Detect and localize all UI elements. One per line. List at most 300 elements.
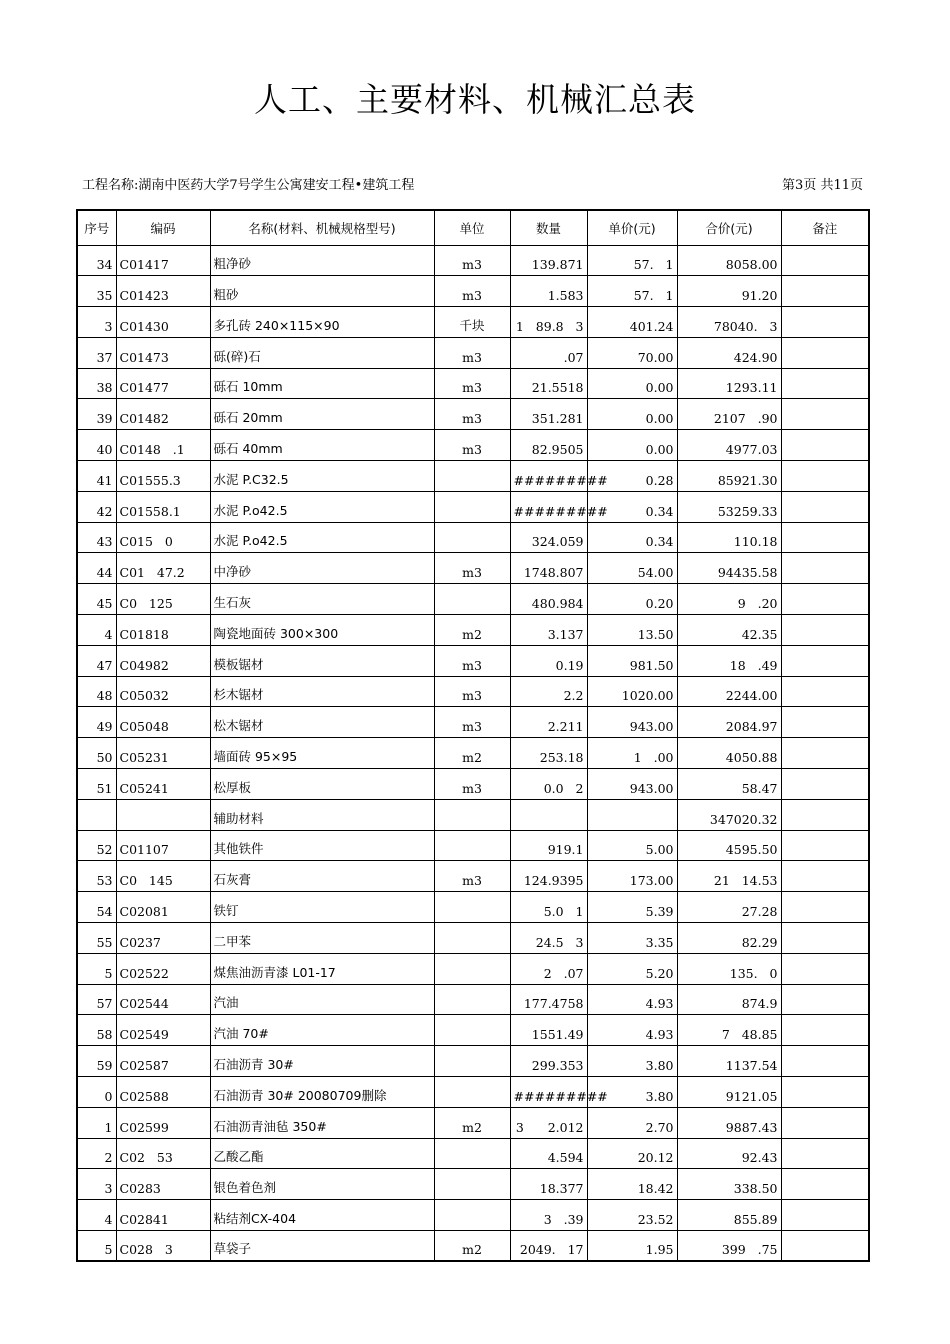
row-number: 59 (77, 1046, 116, 1077)
row-unit (434, 984, 510, 1015)
row-unit-price: 0.00 (587, 399, 677, 430)
row-number: 4 (77, 1200, 116, 1231)
header-unit-price: 单价(元) (587, 210, 677, 245)
row-total: 2244.00 (677, 676, 781, 707)
row-name: 松木锯材 (210, 707, 434, 738)
row-code: C02522 (116, 953, 210, 984)
row-code: C01430 (116, 307, 210, 338)
row-note (781, 707, 869, 738)
row-quantity: 3.137 (510, 615, 587, 646)
row-unit-price: 5.20 (587, 953, 677, 984)
table-row (77, 1107, 869, 1138)
row-note (781, 830, 869, 861)
row-name: 水泥 P.o42.5 (210, 491, 434, 522)
row-note (781, 584, 869, 615)
row-unit: m3 (434, 769, 510, 800)
row-name: 粗砂 (210, 276, 434, 307)
row-unit: m3 (434, 707, 510, 738)
row-quantity: 2049. 17 (510, 1231, 587, 1262)
row-unit-price: 5.39 (587, 892, 677, 923)
row-name: 砾(碎)石 (210, 337, 434, 368)
row-code (116, 799, 210, 830)
row-number: 3 (77, 307, 116, 338)
row-name: 生石灰 (210, 584, 434, 615)
row-quantity: 18.377 (510, 1169, 587, 1200)
row-code: C02588 (116, 1077, 210, 1108)
row-unit: m3 (434, 368, 510, 399)
row-code: C01 47.2 (116, 553, 210, 584)
row-number: 42 (77, 491, 116, 522)
row-unit-price: 4.93 (587, 984, 677, 1015)
row-number: 37 (77, 337, 116, 368)
row-total: 53259.33 (677, 491, 781, 522)
row-number: 2 (77, 1138, 116, 1169)
row-note (781, 892, 869, 923)
table-row (77, 830, 869, 861)
row-note (781, 399, 869, 430)
table-row (77, 1169, 869, 1200)
table-header-row (77, 210, 869, 245)
row-quantity: 24.5 3 (510, 923, 587, 954)
table-row (77, 553, 869, 584)
row-code: C028 3 (116, 1231, 210, 1262)
row-unit-price: 3.80 (587, 1046, 677, 1077)
table-row (77, 1046, 869, 1077)
row-note (781, 522, 869, 553)
table-row (77, 645, 869, 676)
table-row (77, 1200, 869, 1231)
row-quantity: 919.1 (510, 830, 587, 861)
row-note (781, 645, 869, 676)
row-code: C015 0 (116, 522, 210, 553)
row-number: 35 (77, 276, 116, 307)
row-quantity: 3 .39 (510, 1200, 587, 1231)
row-unit-price: 0.00 (587, 368, 677, 399)
row-name: 石油沥青 30# (210, 1046, 434, 1077)
row-number: 49 (77, 707, 116, 738)
row-unit: m3 (434, 676, 510, 707)
row-total: 58.47 (677, 769, 781, 800)
row-number: 34 (77, 245, 116, 276)
row-note (781, 923, 869, 954)
row-quantity: 5.0 1 (510, 892, 587, 923)
table-row (77, 1138, 869, 1169)
table-row (77, 892, 869, 923)
row-unit-price: 57. 1 (587, 276, 677, 307)
row-total: 4050.88 (677, 738, 781, 769)
row-number: 38 (77, 368, 116, 399)
row-name: 粗净砂 (210, 245, 434, 276)
row-unit-price: 0.28 (587, 461, 677, 492)
row-unit-price: 1 .00 (587, 738, 677, 769)
row-unit-price: 0.34 (587, 522, 677, 553)
row-code: C01818 (116, 615, 210, 646)
table-row (77, 984, 869, 1015)
row-unit-price: 401.24 (587, 307, 677, 338)
row-code: C01558.1 (116, 491, 210, 522)
row-total: 338.50 (677, 1169, 781, 1200)
row-unit-price: 20.12 (587, 1138, 677, 1169)
row-unit-price: 54.00 (587, 553, 677, 584)
row-unit-price: 0.00 (587, 430, 677, 461)
row-unit-price: 2.70 (587, 1107, 677, 1138)
row-code: C02549 (116, 1015, 210, 1046)
table-row (77, 1077, 869, 1108)
table-row (77, 307, 869, 338)
row-code: C0283 (116, 1169, 210, 1200)
row-number: 57 (77, 984, 116, 1015)
row-quantity: 1 89.8 3 (510, 307, 587, 338)
row-quantity: 480.984 (510, 584, 587, 615)
row-total: 85921.30 (677, 461, 781, 492)
row-total: 2084.97 (677, 707, 781, 738)
row-unit-price: 18.42 (587, 1169, 677, 1200)
row-number: 58 (77, 1015, 116, 1046)
row-code: C04982 (116, 645, 210, 676)
table-row (77, 584, 869, 615)
row-unit (434, 892, 510, 923)
row-number: 5 (77, 1231, 116, 1262)
row-unit: m3 (434, 553, 510, 584)
row-quantity: 2.211 (510, 707, 587, 738)
row-number: 41 (77, 461, 116, 492)
row-code: C05048 (116, 707, 210, 738)
table-row (77, 1015, 869, 1046)
row-name: 汽油 (210, 984, 434, 1015)
row-name: 石灰膏 (210, 861, 434, 892)
row-code: C01482 (116, 399, 210, 430)
row-number: 3 (77, 1169, 116, 1200)
row-unit-price: 943.00 (587, 769, 677, 800)
row-total: 399 .75 (677, 1231, 781, 1262)
row-quantity: 253.18 (510, 738, 587, 769)
row-code: C0 125 (116, 584, 210, 615)
table-row (77, 738, 869, 769)
row-name: 银色着色剂 (210, 1169, 434, 1200)
row-total: 424.90 (677, 337, 781, 368)
row-code: C02 53 (116, 1138, 210, 1169)
row-unit (434, 491, 510, 522)
row-unit-price: 981.50 (587, 645, 677, 676)
row-note (781, 799, 869, 830)
row-unit-price: 5.00 (587, 830, 677, 861)
page-title: 人工、主要材料、机械汇总表 (254, 80, 696, 119)
row-unit: m3 (434, 430, 510, 461)
row-unit: m3 (434, 399, 510, 430)
row-quantity: 177.4758 (510, 984, 587, 1015)
row-unit-price: 3.80 (587, 1077, 677, 1108)
row-unit (434, 584, 510, 615)
row-unit-price: 3.35 (587, 923, 677, 954)
header-code: 编码 (116, 210, 210, 245)
row-total: 855.89 (677, 1200, 781, 1231)
row-number: 5 (77, 953, 116, 984)
row-note (781, 1138, 869, 1169)
row-name: 砾石 40mm (210, 430, 434, 461)
row-quantity: 1748.807 (510, 553, 587, 584)
row-total: 27.28 (677, 892, 781, 923)
row-unit (434, 1200, 510, 1231)
row-note (781, 553, 869, 584)
row-quantity: 2.2 (510, 676, 587, 707)
row-quantity: .07 (510, 337, 587, 368)
row-name: 乙酸乙酯 (210, 1138, 434, 1169)
row-code: C05231 (116, 738, 210, 769)
row-unit (434, 953, 510, 984)
row-unit-price: 1020.00 (587, 676, 677, 707)
row-note (781, 1015, 869, 1046)
row-quantity: 351.281 (510, 399, 587, 430)
row-code: C05241 (116, 769, 210, 800)
row-note (781, 1169, 869, 1200)
row-note (781, 953, 869, 984)
row-unit: m2 (434, 1231, 510, 1262)
row-quantity: ######### (510, 461, 587, 492)
page-info: 第3页 共11页 (782, 178, 863, 193)
row-unit (434, 923, 510, 954)
row-total: 92.43 (677, 1138, 781, 1169)
row-unit (434, 522, 510, 553)
row-name: 陶瓷地面砖 300×300 (210, 615, 434, 646)
row-quantity: 0.0 2 (510, 769, 587, 800)
row-name: 模板锯材 (210, 645, 434, 676)
row-note (781, 615, 869, 646)
row-unit (434, 1138, 510, 1169)
row-number: 51 (77, 769, 116, 800)
table-row (77, 522, 869, 553)
row-name: 辅助材料 (210, 799, 434, 830)
row-name: 铁钉 (210, 892, 434, 923)
row-unit: m2 (434, 738, 510, 769)
row-total: 7 48.85 (677, 1015, 781, 1046)
row-name: 草袋子 (210, 1231, 434, 1262)
row-unit (434, 461, 510, 492)
row-number: 43 (77, 522, 116, 553)
row-number: 55 (77, 923, 116, 954)
row-unit: m3 (434, 861, 510, 892)
row-name: 水泥 P.C32.5 (210, 461, 434, 492)
table-row (77, 491, 869, 522)
row-name: 水泥 P.o42.5 (210, 522, 434, 553)
row-code: C01477 (116, 368, 210, 399)
row-total: 9121.05 (677, 1077, 781, 1108)
row-note (781, 430, 869, 461)
row-number: 54 (77, 892, 116, 923)
row-note (781, 461, 869, 492)
row-unit: m3 (434, 276, 510, 307)
row-code: C01107 (116, 830, 210, 861)
table-row (77, 337, 869, 368)
row-total: 4595.50 (677, 830, 781, 861)
row-total: 42.35 (677, 615, 781, 646)
table-row (77, 953, 869, 984)
row-unit-price: 4.93 (587, 1015, 677, 1046)
table-row (77, 245, 869, 276)
table-row (77, 861, 869, 892)
row-note (781, 861, 869, 892)
row-quantity: 0.19 (510, 645, 587, 676)
row-code: C05032 (116, 676, 210, 707)
row-quantity: ######### (510, 1077, 587, 1108)
row-note (781, 676, 869, 707)
project-name: 工程名称:湖南中医药大学7号学生公寓建安工程•建筑工程 (82, 178, 415, 193)
row-total: 82.29 (677, 923, 781, 954)
row-name: 汽油 70# (210, 1015, 434, 1046)
table-row (77, 368, 869, 399)
row-total: 9 .20 (677, 584, 781, 615)
table-row (77, 399, 869, 430)
row-code: C0 145 (116, 861, 210, 892)
row-quantity: 2 .07 (510, 953, 587, 984)
table-row (77, 923, 869, 954)
header-note: 备注 (781, 210, 869, 245)
row-total: 18 .49 (677, 645, 781, 676)
row-name: 石油沥青油毡 350# (210, 1107, 434, 1138)
row-unit-price: 1.95 (587, 1231, 677, 1262)
row-note (781, 368, 869, 399)
row-code: C02587 (116, 1046, 210, 1077)
row-number: 48 (77, 676, 116, 707)
row-unit-price: 0.34 (587, 491, 677, 522)
row-number: 44 (77, 553, 116, 584)
row-unit: m3 (434, 245, 510, 276)
row-note (781, 769, 869, 800)
row-name: 煤焦油沥青漆 L01-17 (210, 953, 434, 984)
row-quantity: 299.353 (510, 1046, 587, 1077)
row-note (781, 337, 869, 368)
row-code: C02081 (116, 892, 210, 923)
row-quantity: 21.5518 (510, 368, 587, 399)
row-unit (434, 1046, 510, 1077)
row-note (781, 276, 869, 307)
row-quantity: 139.871 (510, 245, 587, 276)
row-number: 40 (77, 430, 116, 461)
row-code: C02841 (116, 1200, 210, 1231)
table-row (77, 676, 869, 707)
header-unit: 单位 (434, 210, 510, 245)
table-row (77, 1231, 869, 1262)
table-row (77, 769, 869, 800)
row-name: 其他铁件 (210, 830, 434, 861)
row-quantity (510, 799, 587, 830)
row-unit-price: 0.20 (587, 584, 677, 615)
header-quantity: 数量 (510, 210, 587, 245)
row-number: 39 (77, 399, 116, 430)
row-note (781, 491, 869, 522)
row-code: C0237 (116, 923, 210, 954)
row-code: C02544 (116, 984, 210, 1015)
row-name: 杉木锯材 (210, 676, 434, 707)
row-number: 4 (77, 615, 116, 646)
row-number: 0 (77, 1077, 116, 1108)
row-note (781, 1046, 869, 1077)
row-number: 50 (77, 738, 116, 769)
row-code: C01473 (116, 337, 210, 368)
row-total: 135. 0 (677, 953, 781, 984)
row-name: 多孔砖 240×115×90 (210, 307, 434, 338)
row-quantity: 324.059 (510, 522, 587, 553)
row-name: 粘结剂CX-404 (210, 1200, 434, 1231)
row-quantity: 3 2.012 (510, 1107, 587, 1138)
row-note (781, 984, 869, 1015)
row-number: 53 (77, 861, 116, 892)
header-name: 名称(材料、机械规格型号) (210, 210, 434, 245)
row-unit-price: 57. 1 (587, 245, 677, 276)
row-number: 47 (77, 645, 116, 676)
row-quantity: 1.583 (510, 276, 587, 307)
row-number: 52 (77, 830, 116, 861)
row-unit (434, 1077, 510, 1108)
row-total: 110.18 (677, 522, 781, 553)
header-total: 合价(元) (677, 210, 781, 245)
row-name: 砾石 20mm (210, 399, 434, 430)
header-no: 序号 (77, 210, 116, 245)
row-unit-price: 70.00 (587, 337, 677, 368)
row-number: 45 (77, 584, 116, 615)
table-row (77, 430, 869, 461)
row-name: 松厚板 (210, 769, 434, 800)
row-note (781, 245, 869, 276)
row-unit: m3 (434, 645, 510, 676)
row-note (781, 1077, 869, 1108)
row-code: C02599 (116, 1107, 210, 1138)
row-unit: m3 (434, 337, 510, 368)
row-note (781, 1107, 869, 1138)
row-note (781, 1231, 869, 1262)
row-unit: m2 (434, 615, 510, 646)
row-total: 94435.58 (677, 553, 781, 584)
row-name: 墙面砖 95×95 (210, 738, 434, 769)
row-unit (434, 1015, 510, 1046)
row-unit: 千块 (434, 307, 510, 338)
table-row (77, 799, 869, 830)
row-name: 二甲苯 (210, 923, 434, 954)
row-note (781, 307, 869, 338)
row-total: 78040. 3 (677, 307, 781, 338)
row-quantity: 1551.49 (510, 1015, 587, 1046)
row-total: 2107 .90 (677, 399, 781, 430)
row-unit-price: 173.00 (587, 861, 677, 892)
row-unit-price (587, 799, 677, 830)
row-code: C01423 (116, 276, 210, 307)
row-unit-price: 13.50 (587, 615, 677, 646)
row-total: 91.20 (677, 276, 781, 307)
row-total: 347020.32 (677, 799, 781, 830)
row-total: 1293.11 (677, 368, 781, 399)
row-name: 砾石 10mm (210, 368, 434, 399)
row-code: C01417 (116, 245, 210, 276)
row-unit (434, 1169, 510, 1200)
table-row (77, 615, 869, 646)
row-total: 21 14.53 (677, 861, 781, 892)
row-quantity: 124.9395 (510, 861, 587, 892)
row-number: 1 (77, 1107, 116, 1138)
table-row (77, 707, 869, 738)
row-quantity: 82.9505 (510, 430, 587, 461)
row-unit (434, 799, 510, 830)
row-total: 9887.43 (677, 1107, 781, 1138)
row-unit: m2 (434, 1107, 510, 1138)
row-total: 4977.03 (677, 430, 781, 461)
row-name: 石油沥青 30# 20080709删除 (210, 1077, 434, 1108)
table-row (77, 276, 869, 307)
row-name: 中净砂 (210, 553, 434, 584)
row-note (781, 1200, 869, 1231)
row-unit-price: 23.52 (587, 1200, 677, 1231)
summary-table (76, 209, 870, 1262)
row-note (781, 738, 869, 769)
row-code: C0148 .1 (116, 430, 210, 461)
